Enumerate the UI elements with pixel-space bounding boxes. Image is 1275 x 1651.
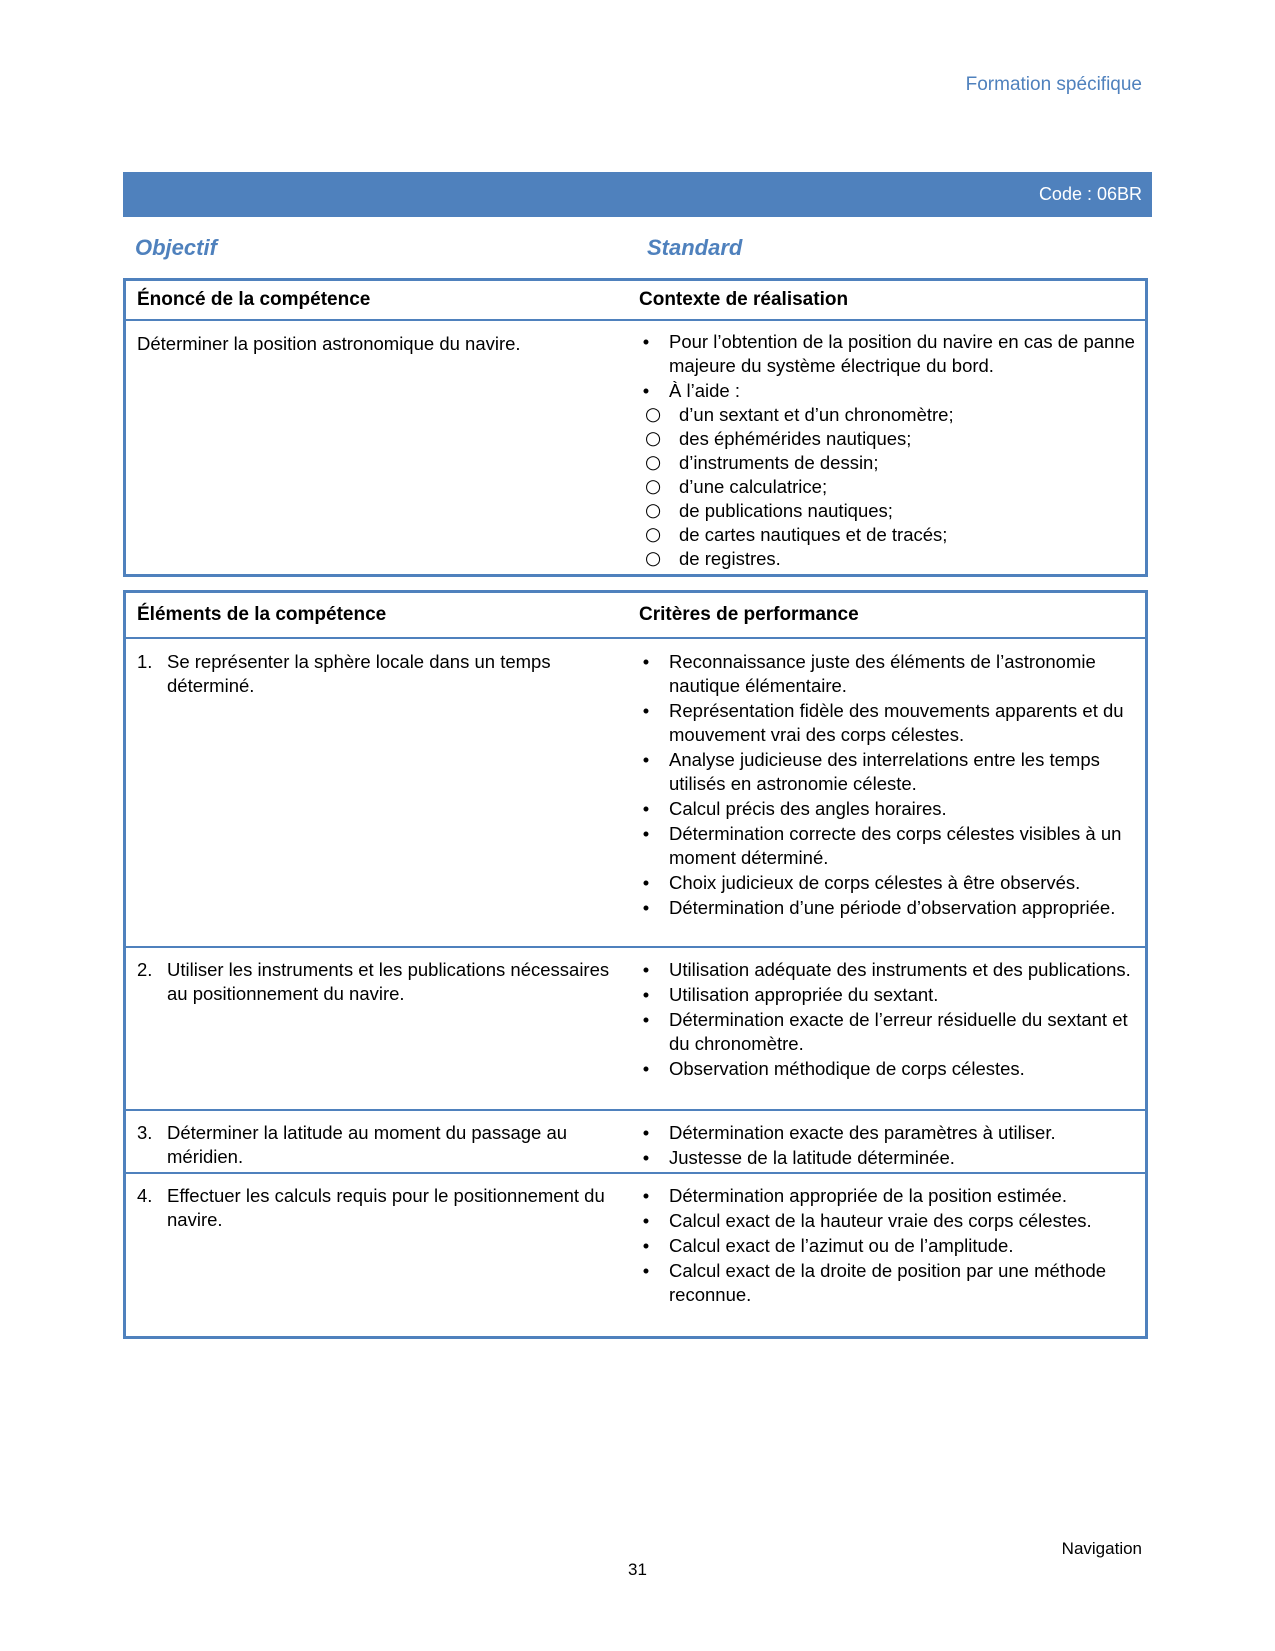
criterion-text: Détermination appropriée de la position estimée. (669, 1185, 1067, 1206)
bullet-icon: • (642, 798, 650, 819)
criterion-item (639, 1184, 1137, 1208)
criterion-item (639, 650, 1137, 698)
competency-code: Code : 06BR (1038, 184, 1142, 204)
bullet-icon: • (642, 331, 650, 352)
sub-list-item (639, 427, 1137, 451)
bullet-icon: • (642, 897, 650, 918)
criterion-text: Observation méthodique de corps célestes. (669, 1058, 1025, 1079)
circle-bullet-icon: ○ (645, 548, 662, 569)
bullet-icon: • (642, 749, 650, 770)
bullet-icon: • (642, 1260, 650, 1281)
element-number: 3. (137, 1122, 153, 1143)
element-text: Déterminer la latitude au moment du passage au méridien. (167, 1122, 568, 1167)
criterion-item (639, 958, 1137, 982)
element-text: Utiliser les instruments et les publications nécessaires au positionnement du navire. (167, 959, 610, 1004)
context-sub-text: de cartes nautiques et de tracés; (679, 524, 948, 545)
header-elements: Éléments de la compétence (137, 604, 387, 625)
criterion-text: Utilisation appropriée du sextant. (669, 984, 939, 1005)
list-item (639, 379, 1137, 571)
criterion-text: Utilisation adéquate des instruments et des publications. (669, 959, 1131, 980)
circle-bullet-icon: ○ (645, 428, 662, 449)
context-sub-text: des éphémérides nautiques; (679, 428, 912, 449)
criterion-text: Calcul précis des angles horaires. (669, 798, 947, 819)
bullet-icon: • (642, 700, 650, 721)
element-item (137, 650, 634, 698)
circle-bullet-icon: ○ (645, 476, 662, 497)
criterion-item (639, 797, 1137, 821)
criterion-text: Reconnaissance juste des éléments de l’astronomie nautique élémentaire. (669, 651, 1096, 696)
element-text: Se représenter la sphère locale dans un temps déterminé. (167, 651, 551, 696)
element-number: 2. (137, 959, 153, 980)
table-row (126, 1111, 1145, 1174)
footer-program-name: Navigation (1061, 1539, 1142, 1558)
criterion-item (639, 699, 1137, 747)
sub-list-item (639, 475, 1137, 499)
circle-bullet-icon: ○ (645, 452, 662, 473)
header-criteria: Critères de performance (639, 604, 859, 625)
criterion-item (639, 822, 1137, 870)
element-text: Effectuer les calculs requis pour le positionnement du navire. (167, 1185, 605, 1230)
bullet-icon: • (642, 1147, 650, 1168)
circle-bullet-icon: ○ (645, 404, 662, 425)
criterion-item (639, 1008, 1137, 1056)
criterion-text: Calcul exact de l’azimut ou de l’amplitude. (669, 1235, 1014, 1256)
bullet-icon: • (642, 959, 650, 980)
criterion-text: Calcul exact de la droite de position par une méthode reconnue. (669, 1260, 1107, 1305)
element-number: 1. (137, 651, 153, 672)
context-sub-text: d’une calculatrice; (679, 476, 828, 497)
criterion-text: Justesse de la latitude déterminée. (669, 1147, 955, 1168)
criterion-item (639, 983, 1137, 1007)
standard-title: Standard (647, 235, 743, 260)
criterion-text: Analyse judicieuse des interrelations entre les temps utilisés en astronomie céleste. (669, 749, 1100, 794)
table-row (126, 948, 1145, 1111)
table-row (126, 321, 1145, 572)
bullet-icon: • (642, 984, 650, 1005)
criterion-item (639, 1057, 1137, 1081)
circle-bullet-icon: ○ (645, 500, 662, 521)
context-sub-text: de registres. (679, 548, 781, 569)
criterion-item (639, 871, 1137, 895)
criterion-item (639, 1209, 1137, 1233)
bullet-icon: • (642, 1210, 650, 1231)
criterion-text: Détermination correcte des corps célestes visibles à un moment déterminé. (669, 823, 1122, 868)
sub-list-item (639, 547, 1137, 571)
bullet-icon: • (642, 651, 650, 672)
criterion-item (639, 1259, 1137, 1307)
criterion-text: Détermination exacte des paramètres à utiliser. (669, 1122, 1056, 1143)
section-header: Formation spécifique (965, 74, 1142, 95)
competency-statement-table (123, 278, 1148, 577)
sub-list-item (639, 499, 1137, 523)
criterion-text: Choix judicieux de corps célestes à être observés. (669, 872, 1081, 893)
criterion-text: Détermination d’une période d’observation appropriée. (669, 897, 1116, 918)
element-item (137, 958, 634, 1006)
bullet-icon: • (642, 1185, 650, 1206)
context-text: À l’aide : (669, 380, 740, 401)
header-context: Contexte de réalisation (639, 289, 849, 310)
sub-list-item (639, 403, 1137, 427)
objective-title: Objectif (135, 235, 217, 260)
criterion-item (639, 748, 1137, 796)
context-text: Pour l’obtention de la position du navire en cas de panne majeure du système électrique du bord. (669, 331, 1135, 376)
table-header (126, 593, 1145, 639)
criterion-item (639, 1146, 1137, 1170)
sub-list-item (639, 523, 1137, 547)
bullet-icon: • (642, 1009, 650, 1030)
bullet-icon: • (642, 1235, 650, 1256)
circle-bullet-icon: ○ (645, 524, 662, 545)
table-header (126, 281, 1145, 321)
bullet-icon: • (642, 380, 650, 401)
page-number: 31 (628, 1560, 647, 1579)
element-item (137, 1184, 634, 1232)
performance-criteria-table (123, 590, 1148, 1339)
competency-statement: Déterminer la position astronomique du navire. (137, 333, 521, 354)
bullet-icon: • (642, 872, 650, 893)
list-item (639, 330, 1137, 378)
context-sub-text: d’instruments de dessin; (679, 452, 879, 473)
element-item (137, 1121, 634, 1169)
context-sub-text: de publications nautiques; (679, 500, 893, 521)
bullet-icon: • (642, 823, 650, 844)
header-statement: Énoncé de la compétence (137, 289, 371, 310)
code-bar (123, 172, 1152, 217)
criterion-item (639, 1121, 1137, 1145)
context-sub-text: d’un sextant et d’un chronomètre; (679, 404, 954, 425)
criterion-text: Calcul exact de la hauteur vraie des corps célestes. (669, 1210, 1092, 1231)
criterion-item (639, 896, 1137, 920)
bullet-icon: • (642, 1058, 650, 1079)
bullet-icon: • (642, 1122, 650, 1143)
criterion-text: Détermination exacte de l’erreur résiduelle du sextant et du chronomètre. (669, 1009, 1128, 1054)
context-cell (634, 330, 1145, 572)
sub-list-item (639, 451, 1137, 475)
element-number: 4. (137, 1185, 153, 1206)
table-row (126, 639, 1145, 948)
table-row (126, 1174, 1145, 1308)
criterion-text: Représentation fidèle des mouvements apparents et du mouvement vrai des corps célestes. (669, 700, 1124, 745)
criterion-item (639, 1234, 1137, 1258)
